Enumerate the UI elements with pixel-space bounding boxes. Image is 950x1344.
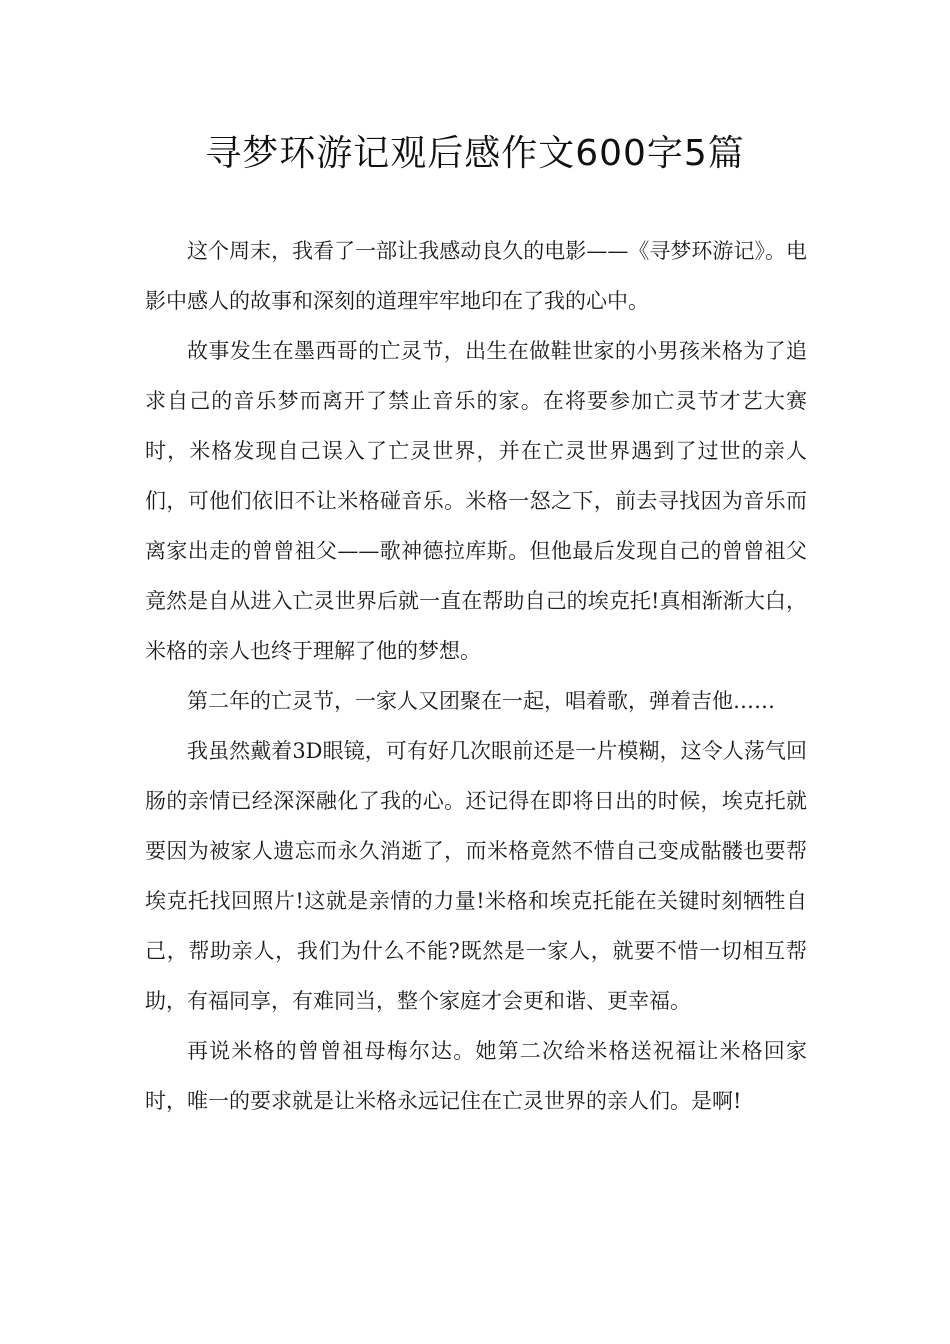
paragraph: 我虽然戴着3D眼镜，可有好几次眼前还是一片模糊，这令人荡气回肠的亲情已经深深融化了我的心。还记得在即将日出的时候，埃克托就要因为被家人遗忘而永久消逝了，而米格竟然不惜自己变成骷髅也要帮埃克托找回照片!这就是亲情的力量!米格和埃克托能在关键时刻牺牲自己，帮助亲人，我们为什么不能?既然是一家人，就要不惜一切相互帮助，有福同享，有难同当，整个家庭才会更和谐、更幸福。 [145,739,807,1013]
document-body [145,226,807,1126]
document-title: 寻梦环游记观后感作文600字5篇 [205,133,745,174]
paragraph: 再说米格的曾曾祖母梅尔达。她第二次给米格送祝福让米格回家时，唯一的要求就是让米格永远记住在亡灵世界的亲人们。是啊! [145,1039,807,1113]
paragraph: 故事发生在墨西哥的亡灵节，出生在做鞋世家的小男孩米格为了追求自己的音乐梦而离开了禁止音乐的家。在将要参加亡灵节才艺大赛时，米格发现自己误入了亡灵世界，并在亡灵世界遇到了过世的亲人们，可他们依旧不让米格碰音乐。米格一怒之下，前去寻找因为音乐而离家出走的曾曾祖父——歌神德拉库斯。但他最后发现自己的曾曾祖父竟然是自从进入亡灵世界后就一直在帮助自己的埃克托!真相渐渐大白，米格的亲人也终于理解了他的梦想。 [145,339,807,663]
paragraph: 这个周末，我看了一部让我感动良久的电影——《寻梦环游记》。电影中感人的故事和深刻的道理牢牢地印在了我的心中。 [145,239,807,313]
paragraph: 第二年的亡灵节，一家人又团聚在一起，唱着歌，弹着吉他…… [187,689,775,713]
